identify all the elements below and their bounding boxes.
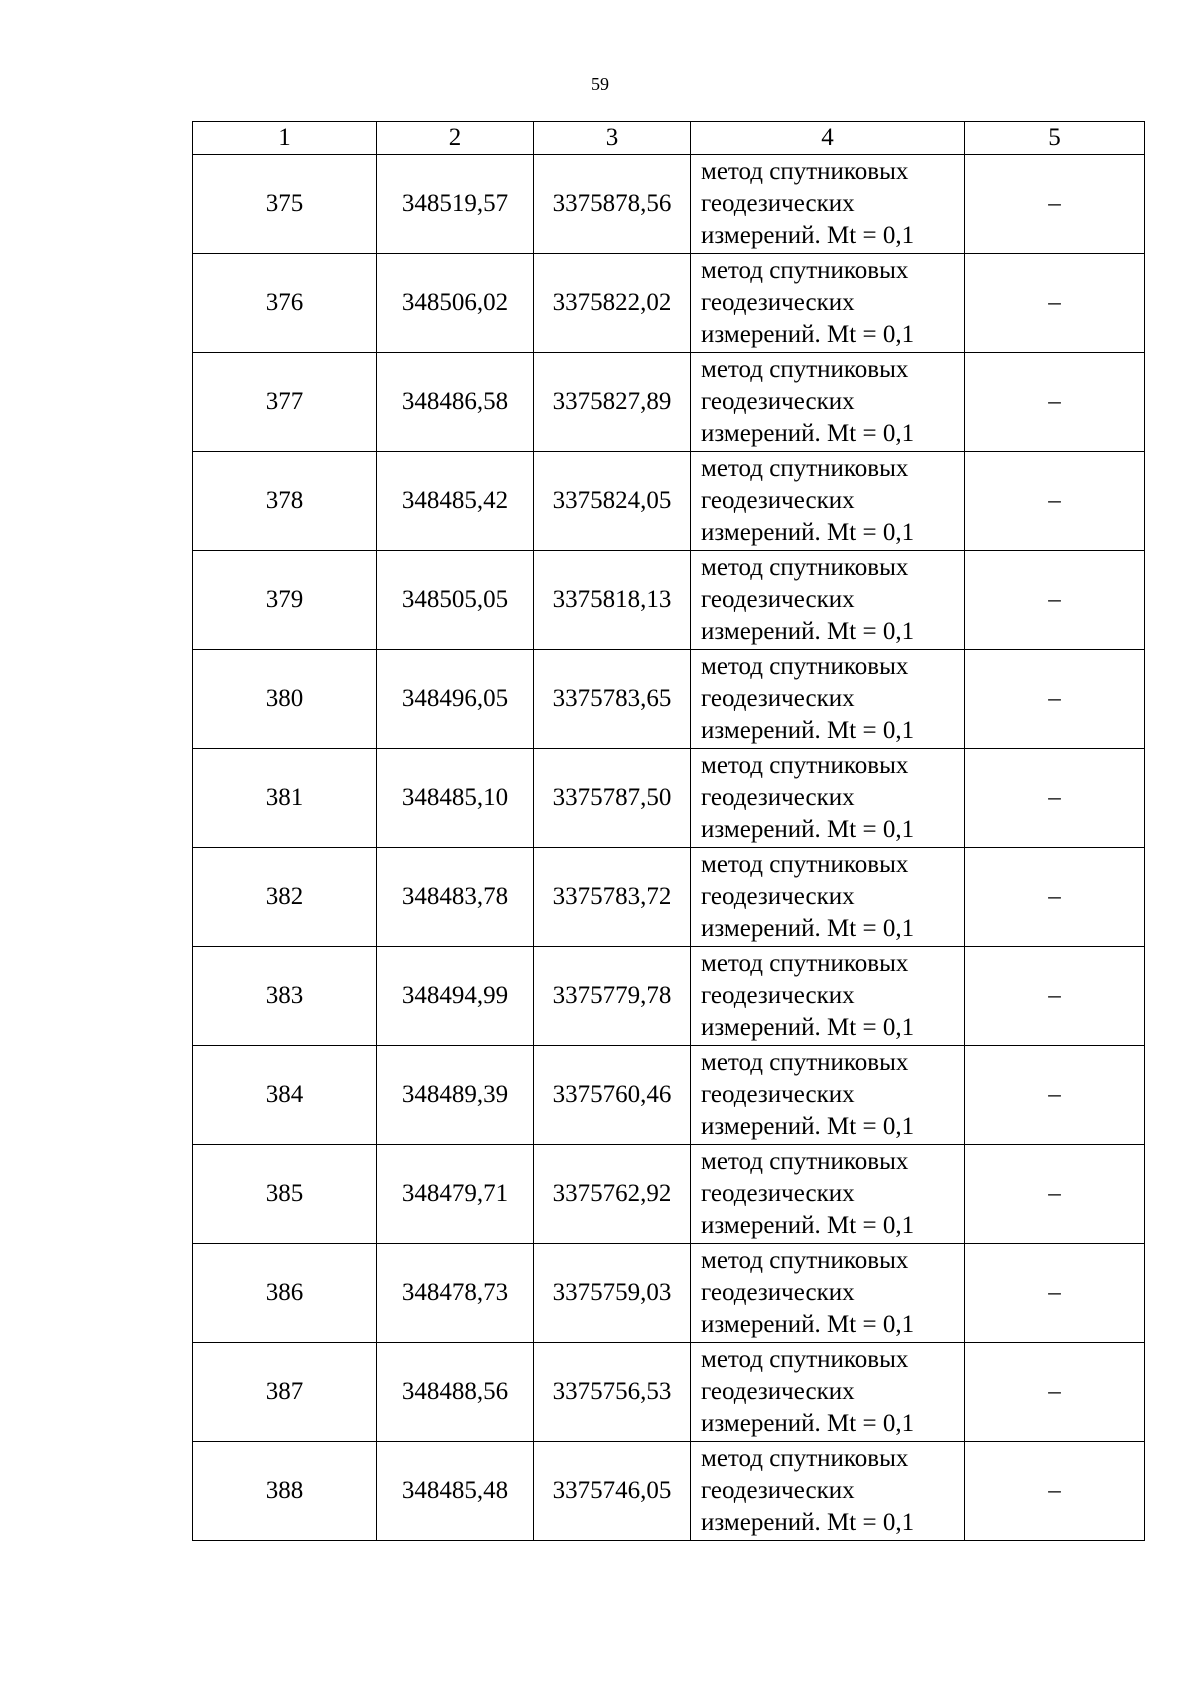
header-cell-2: 2 <box>377 122 534 155</box>
method-line: измерений. Mt = 0,1 <box>701 222 915 249</box>
method-line: измерений. Mt = 0,1 <box>701 1311 915 1338</box>
method-cell <box>691 749 965 848</box>
method-line: измерений. Mt = 0,1 <box>701 1113 915 1140</box>
method-line: геодезических <box>701 883 855 910</box>
method-line: метод спутниковых <box>701 950 909 977</box>
method-line: геодезических <box>701 1279 855 1306</box>
method-line: измерений. Mt = 0,1 <box>701 1014 915 1041</box>
method-line: метод спутниковых <box>701 1148 909 1175</box>
point-number-cell: 381 <box>193 749 377 848</box>
point-number-cell: 377 <box>193 353 377 452</box>
note-cell: – <box>965 650 1145 749</box>
x-coordinate-cell: 348496,05 <box>377 650 534 749</box>
y-coordinate-cell: 3375759,03 <box>534 1244 691 1343</box>
table-row <box>193 1442 1145 1541</box>
method-line: измерений. Mt = 0,1 <box>701 816 915 843</box>
point-number-cell: 376 <box>193 254 377 353</box>
method-cell <box>691 1145 965 1244</box>
method-line: геодезических <box>701 1477 855 1504</box>
point-number-cell: 384 <box>193 1046 377 1145</box>
y-coordinate-cell: 3375783,72 <box>534 848 691 947</box>
header-cell-1: 1 <box>193 122 377 155</box>
x-coordinate-cell: 348485,10 <box>377 749 534 848</box>
method-line: измерений. Mt = 0,1 <box>701 717 915 744</box>
method-line: геодезических <box>701 1378 855 1405</box>
x-coordinate-cell: 348519,57 <box>377 155 534 254</box>
method-line: метод спутниковых <box>701 1445 909 1472</box>
method-line: метод спутниковых <box>701 851 909 878</box>
table-row <box>193 452 1145 551</box>
method-cell <box>691 1343 965 1442</box>
note-cell: – <box>965 848 1145 947</box>
y-coordinate-cell: 3375824,05 <box>534 452 691 551</box>
table-header <box>193 122 1145 155</box>
table-row <box>193 1046 1145 1145</box>
method-line: метод спутниковых <box>701 1247 909 1274</box>
table-row <box>193 353 1145 452</box>
point-number-cell: 375 <box>193 155 377 254</box>
table-row <box>193 254 1145 353</box>
y-coordinate-cell: 3375762,92 <box>534 1145 691 1244</box>
method-line: измерений. Mt = 0,1 <box>701 915 915 942</box>
table-row <box>193 1145 1145 1244</box>
method-cell <box>691 947 965 1046</box>
x-coordinate-cell: 348485,48 <box>377 1442 534 1541</box>
note-cell: – <box>965 947 1145 1046</box>
x-coordinate-cell: 348486,58 <box>377 353 534 452</box>
table-row <box>193 749 1145 848</box>
method-line: геодезических <box>701 1081 855 1108</box>
method-line: метод спутниковых <box>701 257 909 284</box>
method-cell <box>691 848 965 947</box>
header-cell-4: 4 <box>691 122 965 155</box>
y-coordinate-cell: 3375756,53 <box>534 1343 691 1442</box>
note-cell: – <box>965 1343 1145 1442</box>
note-cell: – <box>965 353 1145 452</box>
x-coordinate-cell: 348483,78 <box>377 848 534 947</box>
x-coordinate-cell: 348478,73 <box>377 1244 534 1343</box>
method-cell <box>691 650 965 749</box>
method-line: метод спутниковых <box>701 455 909 482</box>
y-coordinate-cell: 3375787,50 <box>534 749 691 848</box>
method-cell <box>691 551 965 650</box>
method-line: геодезических <box>701 982 855 1009</box>
point-number-cell: 382 <box>193 848 377 947</box>
y-coordinate-cell: 3375818,13 <box>534 551 691 650</box>
method-line: геодезических <box>701 586 855 613</box>
method-line: метод спутниковых <box>701 158 909 185</box>
x-coordinate-cell: 348505,05 <box>377 551 534 650</box>
method-line: геодезических <box>701 388 855 415</box>
x-coordinate-cell: 348479,71 <box>377 1145 534 1244</box>
x-coordinate-cell: 348488,56 <box>377 1343 534 1442</box>
method-line: метод спутниковых <box>701 554 909 581</box>
method-cell <box>691 1244 965 1343</box>
method-line: метод спутниковых <box>701 356 909 383</box>
method-line: измерений. Mt = 0,1 <box>701 618 915 645</box>
point-number-cell: 378 <box>193 452 377 551</box>
method-cell <box>691 1442 965 1541</box>
header-row <box>193 122 1145 155</box>
note-cell: – <box>965 1442 1145 1541</box>
point-number-cell: 386 <box>193 1244 377 1343</box>
method-line: геодезических <box>701 190 855 217</box>
note-cell: – <box>965 452 1145 551</box>
method-line: метод спутниковых <box>701 1346 909 1373</box>
method-line: геодезических <box>701 487 855 514</box>
note-cell: – <box>965 155 1145 254</box>
table-row <box>193 947 1145 1046</box>
method-cell <box>691 1046 965 1145</box>
y-coordinate-cell: 3375878,56 <box>534 155 691 254</box>
method-line: измерений. Mt = 0,1 <box>701 1509 915 1536</box>
table-row <box>193 1343 1145 1442</box>
y-coordinate-cell: 3375822,02 <box>534 254 691 353</box>
method-cell <box>691 254 965 353</box>
method-line: геодезических <box>701 289 855 316</box>
method-line: метод спутниковых <box>701 653 909 680</box>
y-coordinate-cell: 3375760,46 <box>534 1046 691 1145</box>
point-number-cell: 387 <box>193 1343 377 1442</box>
method-line: метод спутниковых <box>701 1049 909 1076</box>
x-coordinate-cell: 348489,39 <box>377 1046 534 1145</box>
x-coordinate-cell: 348494,99 <box>377 947 534 1046</box>
method-cell <box>691 155 965 254</box>
method-line: геодезических <box>701 784 855 811</box>
point-number-cell: 388 <box>193 1442 377 1541</box>
method-line: измерений. Mt = 0,1 <box>701 519 915 546</box>
note-cell: – <box>965 1046 1145 1145</box>
note-cell: – <box>965 1145 1145 1244</box>
method-line: измерений. Mt = 0,1 <box>701 420 915 447</box>
method-line: геодезических <box>701 685 855 712</box>
method-line: измерений. Mt = 0,1 <box>701 1410 915 1437</box>
note-cell: – <box>965 254 1145 353</box>
x-coordinate-cell: 348506,02 <box>377 254 534 353</box>
page-number: 59 <box>591 74 609 94</box>
method-cell <box>691 353 965 452</box>
y-coordinate-cell: 3375827,89 <box>534 353 691 452</box>
header-cell-5: 5 <box>965 122 1145 155</box>
coordinates-table <box>192 121 1145 1541</box>
table-body <box>193 155 1145 1541</box>
note-cell: – <box>965 551 1145 650</box>
y-coordinate-cell: 3375779,78 <box>534 947 691 1046</box>
note-cell: – <box>965 749 1145 848</box>
table-row <box>193 1244 1145 1343</box>
method-line: измерений. Mt = 0,1 <box>701 321 915 348</box>
method-line: геодезических <box>701 1180 855 1207</box>
y-coordinate-cell: 3375783,65 <box>534 650 691 749</box>
table-row <box>193 848 1145 947</box>
x-coordinate-cell: 348485,42 <box>377 452 534 551</box>
note-cell: – <box>965 1244 1145 1343</box>
method-line: метод спутниковых <box>701 752 909 779</box>
y-coordinate-cell: 3375746,05 <box>534 1442 691 1541</box>
point-number-cell: 380 <box>193 650 377 749</box>
table-row <box>193 650 1145 749</box>
table-row <box>193 551 1145 650</box>
point-number-cell: 385 <box>193 1145 377 1244</box>
header-cell-3: 3 <box>534 122 691 155</box>
method-cell <box>691 452 965 551</box>
point-number-cell: 383 <box>193 947 377 1046</box>
method-line: измерений. Mt = 0,1 <box>701 1212 915 1239</box>
table-row <box>193 155 1145 254</box>
point-number-cell: 379 <box>193 551 377 650</box>
